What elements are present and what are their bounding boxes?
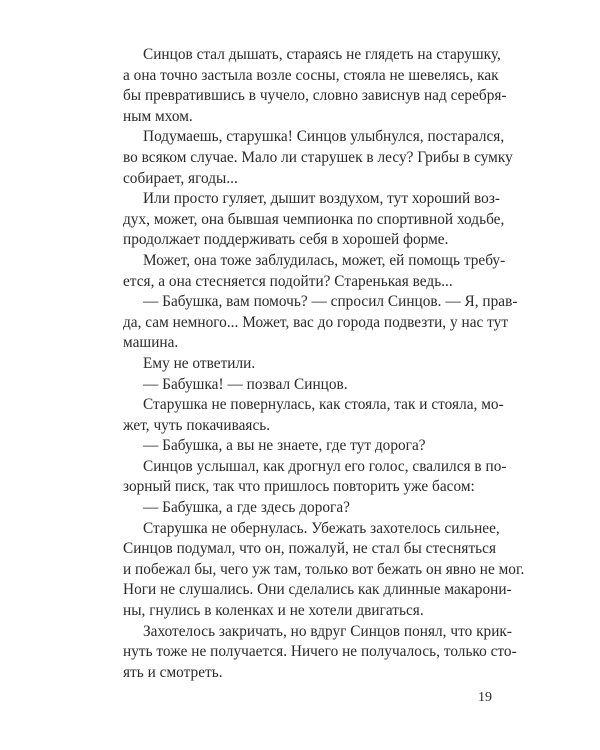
text-line: Синцов стал дышать, стараясь не глядеть на старушку,	[143, 46, 501, 63]
text-line: Старушка не обернулась. Убежать захотелось сильнее,	[143, 519, 500, 537]
page-number: 19	[478, 690, 492, 705]
text-line: Может, она тоже заблудилась, может, ей помощь требу-	[143, 251, 506, 269]
text-line: а она точно застыла возле сосны, стояла не шевелясь, как	[123, 66, 499, 84]
text-line: продолжает поддерживать себя в хорошей форме.	[123, 231, 449, 249]
text-line: Подумаешь, старушка! Синцов улыбнулся, постарался,	[143, 128, 505, 146]
text-line: Ему не ответили.	[143, 354, 256, 372]
text-line: собирает, ягоды...	[123, 169, 238, 187]
text-line: во всяком случае. Мало ли старушек в лесу? Грибы в сумку	[123, 148, 513, 166]
text-line: зорный писк, так что пришлось повторить уже басом:	[123, 478, 475, 496]
text-line: и побежал бы, чего уж там, только вот бежать он явно не мог.	[123, 560, 525, 578]
text-line: ять и смотреть.	[123, 663, 223, 681]
text-line: да, сам немного... Может, вас до города подвезти, у нас тут	[123, 313, 509, 331]
text-line: Синцов услышал, как дрогнул его голос, свалился в по-	[143, 457, 507, 475]
text-line: Или просто гуляет, дышит воздухом, тут хороший воз-	[143, 190, 500, 208]
text-line: машина.	[123, 334, 179, 352]
text-line: — Бабушка, а вы не знаете, где тут дорога?	[143, 437, 426, 455]
text-line: нуть тоже не получается. Ничего не получалось, только сто-	[123, 643, 517, 661]
text-line: Старушка не повернулась, как стояла, так и стояла, мо-	[143, 396, 504, 414]
text-line: ным мхом.	[123, 107, 193, 125]
text-line: ется, а она стесняется подойти? Старенькая ведь...	[123, 272, 453, 290]
text-line: Синцов подумал, что он, пожалуй, не стал бы стесняться	[123, 540, 497, 558]
text-line: Ноги не слушались. Они сделались как длинные макарони-	[123, 581, 512, 599]
text-line: жет, чуть покачиваясь.	[123, 416, 271, 434]
body-text	[123, 45, 525, 683]
text-line: — Бабушка, а где здесь дорога?	[143, 499, 350, 517]
text-line: ны, гнулись в коленках и не хотели двигаться.	[123, 602, 424, 620]
text-line: — Бабушка! — позвал Синцов.	[143, 375, 348, 393]
text-line: — Бабушка, вам помочь? — спросил Синцов. — Я, прав-	[143, 293, 518, 311]
text-line: дух, может, она бывшая чемпионка по спортивной ходьбе,	[123, 210, 505, 228]
text-line: Захотелось закричать, но вдруг Синцов понял, что крик-	[143, 622, 512, 640]
text-line: бы превратившись в чучело, словно зависнув над серебря-	[123, 87, 507, 105]
